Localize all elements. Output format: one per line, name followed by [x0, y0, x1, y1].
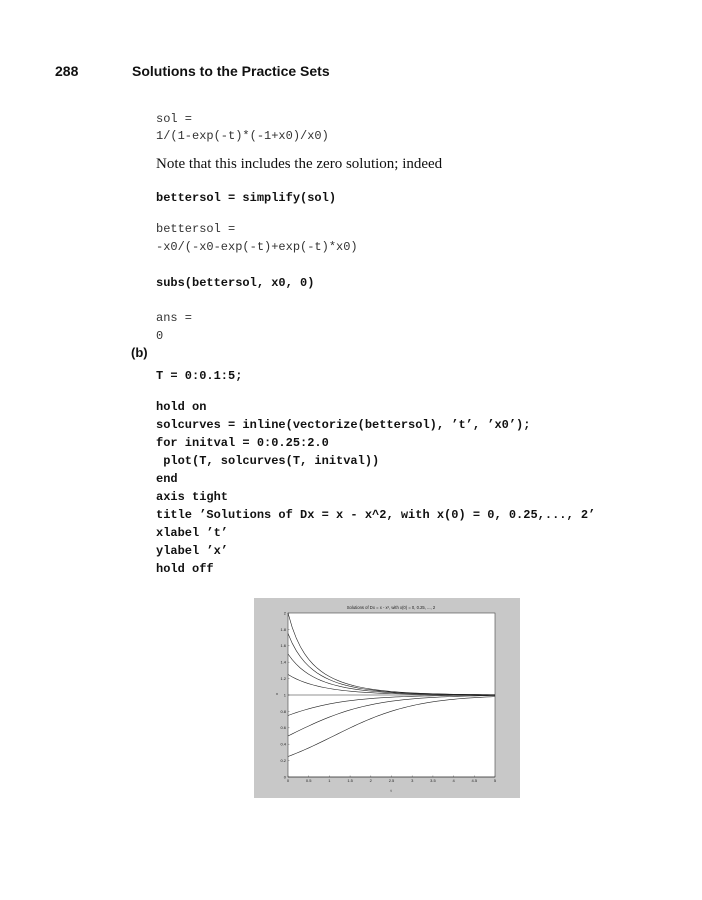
code-line: title ’Solutions of Dx = x - x^2, with x(0) = 0, 0.25,..., 2’	[156, 508, 596, 522]
y-tick-label: 0.6	[280, 725, 286, 731]
code-line: plot(T, solcurves(T, initval))	[156, 454, 380, 468]
x-tick-label: 3	[411, 778, 414, 783]
x-axis-label: t	[390, 788, 392, 793]
code-line: hold off	[156, 562, 214, 576]
x-tick-label: 4	[452, 778, 455, 783]
cmd-subs: subs(bettersol, x0, 0)	[156, 276, 315, 290]
x-tick-label: 2.5	[388, 778, 395, 783]
x-tick-label: 2	[369, 778, 372, 783]
bettersol-label: bettersol =	[156, 222, 236, 236]
y-tick-label: 1.8	[280, 626, 286, 632]
y-tick-label: 1.2	[280, 676, 286, 681]
page-number: 288	[55, 63, 79, 79]
x-tick-label: 1	[328, 778, 331, 783]
ans-value: 0	[156, 329, 164, 343]
x-tick-label: 0	[286, 778, 290, 783]
y-axis-label: x	[276, 691, 278, 696]
code-line: xlabel ’t’	[156, 526, 229, 540]
x-tick-label: 0.5	[305, 778, 312, 783]
y-tick-label: 1	[283, 692, 286, 698]
y-tick-label: 0.4	[280, 741, 286, 747]
solution-curves-figure	[254, 598, 520, 798]
ans-label: ans =	[156, 311, 193, 325]
code-line: solcurves = inline(vectorize(bettersol), ’t’, ’x0’);	[156, 418, 531, 432]
code-line: hold on	[156, 400, 207, 414]
y-tick-label: 0.8	[280, 708, 286, 714]
sol-value: 1/(1-exp(-t)*(-1+x0)/x0)	[156, 129, 329, 143]
sol-label: sol =	[156, 112, 193, 126]
code-line: T = 0:0.1:5;	[156, 369, 243, 383]
note-text: Note that this includes the zero solution; indeed	[156, 156, 443, 172]
x-tick-label: 4.5	[471, 778, 478, 783]
cmd-simplify: bettersol = simplify(sol)	[156, 191, 337, 205]
y-tick-label: 1.4	[280, 659, 286, 665]
part-b-label: (b)	[131, 345, 148, 360]
page-header	[55, 63, 655, 83]
running-head: Solutions to the Practice Sets	[132, 63, 330, 79]
bettersol-value: -x0/(-x0-exp(-t)+exp(-t)*x0)	[156, 240, 358, 254]
y-tick-label: 2	[283, 610, 286, 616]
y-tick-label: 0.2	[280, 758, 286, 763]
x-tick-label: 5	[493, 778, 497, 783]
code-line: for initval = 0:0.25:2.0	[156, 436, 329, 450]
y-tick-label: 0	[283, 774, 286, 780]
y-tick-label: 1.6	[280, 643, 286, 649]
chart-title: Solutions of Dx = x - x², with x(0) = 0, 0.25, ..., 2	[346, 605, 436, 610]
code-line: axis tight	[156, 490, 229, 504]
x-tick-label: 3.5	[430, 778, 436, 783]
solution-curves-chart	[254, 598, 520, 798]
code-line: end	[156, 472, 178, 486]
code-line: ylabel ’x’	[156, 544, 229, 558]
x-tick-label: 1.5	[347, 778, 353, 783]
